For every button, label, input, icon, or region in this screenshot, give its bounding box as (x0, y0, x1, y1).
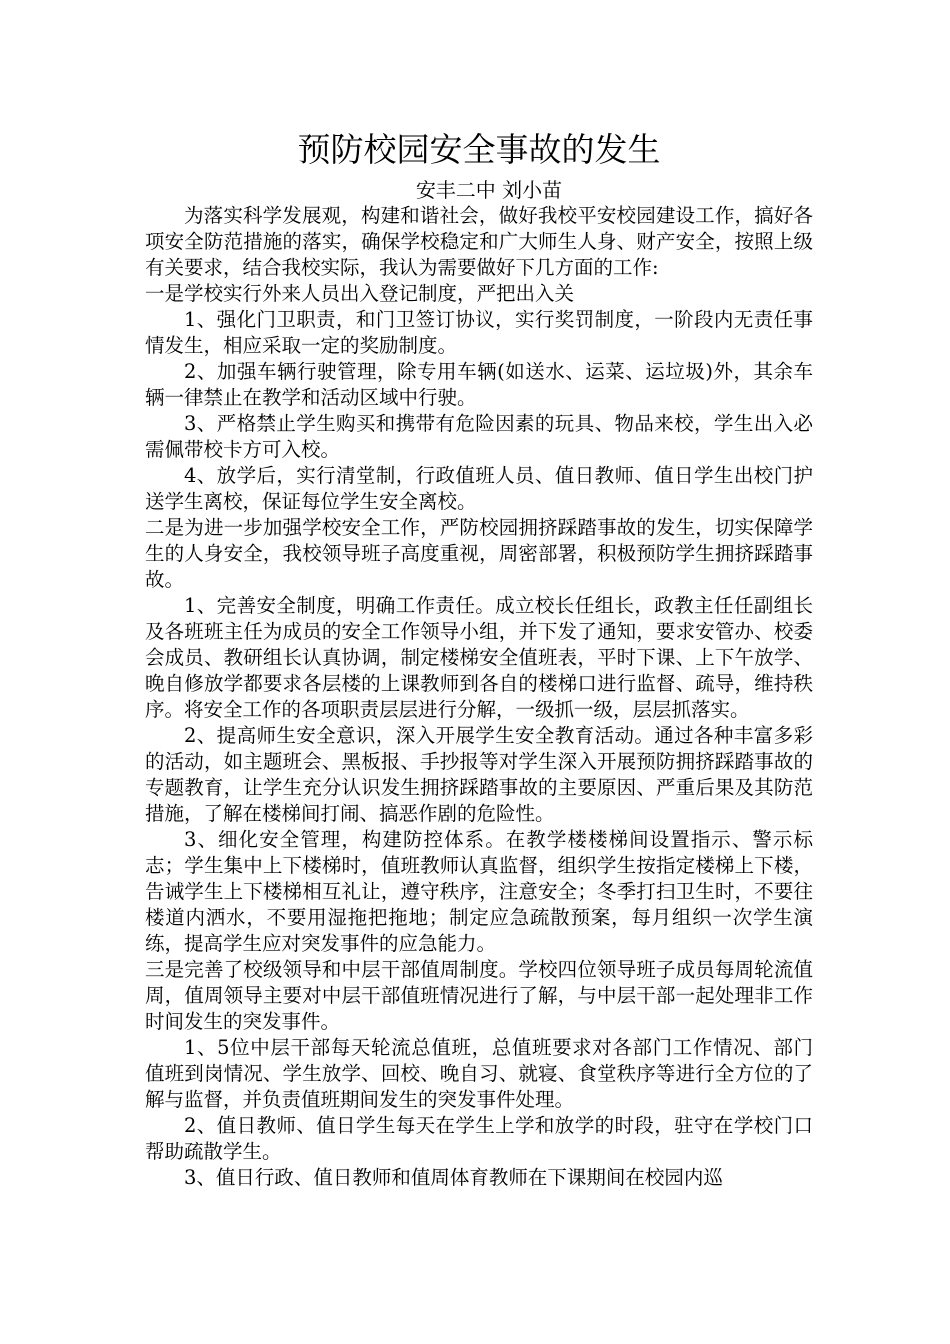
body-paragraph: 4、放学后，实行清堂制，行政值班人员、值日教师、值日学生出校门护送学生离校，保证每位学生安全离校。 (145, 464, 813, 513)
body-paragraph: 1、强化门卫职责，和门卫签订协议，实行奖罚制度，一阶段内无责任事情发生，相应采取一定的奖励制度。 (145, 308, 813, 357)
body-paragraph: 2、提高师生安全意识，深入开展学生安全教育活动。通过各种丰富多彩的活动，如主题班会、黑板报、手抄报等对学生深入开展预防拥挤踩踏事故的专题教育，让学生充分认识发生拥挤踩踏事故的主要原因、严重后果及其防范措施，了解在楼梯间打闹、搞恶作剧的危险性。 (145, 724, 813, 825)
body-paragraph: 2、值日教师、值日学生每天在学生上学和放学的时段，驻守在学校门口帮助疏散学生。 (145, 1114, 813, 1163)
body-paragraph: 2、加强车辆行驶管理，除专用车辆(如送水、运菜、运垃圾)外，其余车辆一律禁止在教学和活动区域中行驶。 (145, 360, 813, 409)
body-paragraph: 为落实科学发展观，构建和谐社会，做好我校平安校园建设工作，搞好各项安全防范措施的落实，确保学校稳定和广大师生人身、财产安全，按照上级有关要求，结合我校实际，我认为需要做好下几方面的工作: (145, 204, 813, 279)
body-paragraph: 1、5位中层干部每天轮流总值班，总值班要求对各部门工作情况、部门值班到岗情况、学生放学、回校、晚自习、就寝、食堂秩序等进行全方位的了解与监督，并负责值班期间发生的突发事件处理。 (145, 1036, 813, 1111)
document-body (145, 203, 813, 1191)
document-page (145, 125, 813, 1191)
body-paragraph: 一是学校实行外来人员出入登记制度，严把出入关 (145, 282, 575, 305)
document-author: 安丰二中 刘小苗 (415, 178, 563, 202)
body-paragraph: 三是完善了校级领导和中层干部值周制度。学校四位领导班子成员每周轮流值周，值周领导主要对中层干部值班情况进行了解，与中层干部一起处理非工作时间发生的突发事件。 (145, 958, 813, 1033)
body-paragraph: 1、完善安全制度，明确工作责任。成立校长任组长，政教主任任副组长及各班班主任为成员的安全工作领导小组，并下发了通知，要求安管办、校委会成员、教研组长认真协调，制定楼梯安全值班表，平时下课、上下午放学、晚自修放学都要求各层楼的上课教师到各自的楼梯口进行监督、疏导，维持秩序。将安全工作的各项职责层层进行分解，一级抓一级，层层抓落实。 (145, 594, 813, 721)
body-paragraph: 3、细化安全管理，构建防控体系。在教学楼楼梯间设置指示、警示标志；学生集中上下楼梯时，值班教师认真监督，组织学生按指定楼梯上下楼，告诫学生上下楼梯相互礼让，遵守秩序，注意安全；冬季打扫卫生时，不要往楼道内洒水，不要用湿拖把拖地；制定应急疏散预案，每月组织一次学生演练，提高学生应对突发事件的应急能力。 (145, 828, 813, 955)
body-paragraph: 3、值日行政、值日教师和值周体育教师在下课期间在校园内巡 (184, 1166, 723, 1189)
body-paragraph: 二是为进一步加强学校安全工作，严防校园拥挤踩踏事故的发生，切实保障学生的人身安全，我校领导班子高度重视，周密部署，积极预防学生拥挤踩踏事故。 (145, 516, 813, 591)
document-title: 预防校园安全事故的发生 (297, 130, 661, 169)
body-paragraph: 3、严格禁止学生购买和携带有危险因素的玩具、物品来校，学生出入必需佩带校卡方可入校。 (145, 412, 813, 461)
